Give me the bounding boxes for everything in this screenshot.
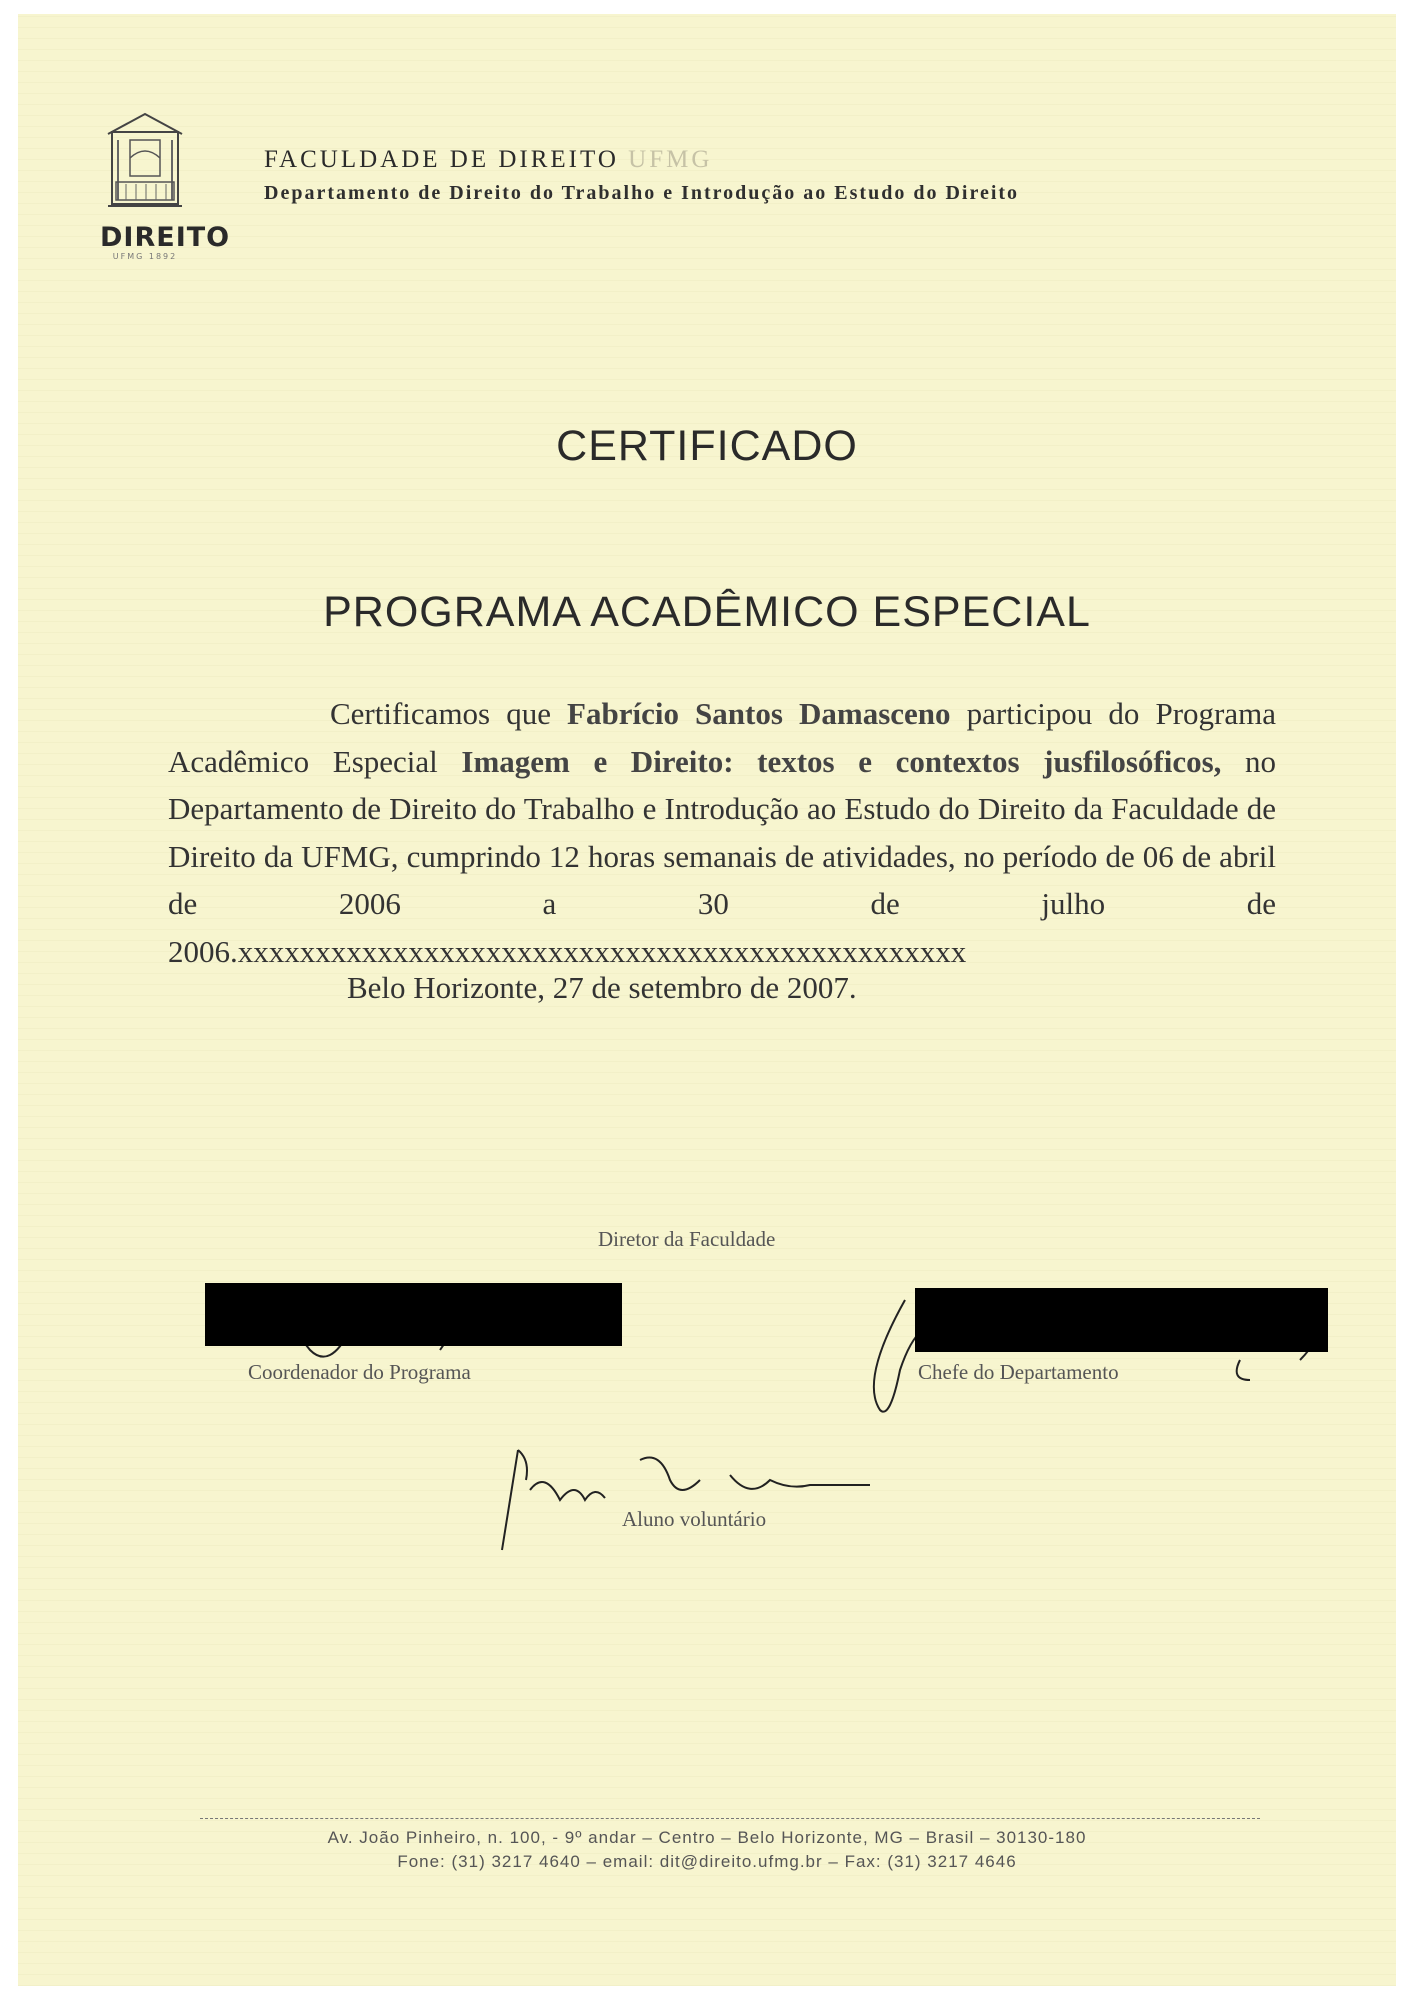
faculty-suffix: UFMG xyxy=(628,146,713,173)
body-text-2: participou do Programa Acadêmico Especial xyxy=(168,696,1276,779)
filler-text: xxxxxxxxxxxxxxxxxxxxxxxxxxxxxxxxxxxxxxxxxxxxxxx xyxy=(237,933,967,969)
department-name: Departamento de Direito do Trabalho e Introdução ao Estudo do Direito xyxy=(264,182,1020,204)
place-date: Belo Horizonte, 27 de setembro de 2007. xyxy=(347,970,857,1005)
coordinator-label: Coordenador do Programa xyxy=(248,1360,471,1384)
footer-address: Av. João Pinheiro, n. 100, - 9º andar – Centro – Belo Horizonte, MG – Brasil – 30130-180 xyxy=(327,1828,1087,1847)
certificate-title: CERTIFICADO xyxy=(556,422,858,470)
program-title: PROGRAMA ACADÊMICO ESPECIAL xyxy=(323,588,1091,636)
faculty-name xyxy=(264,146,712,174)
body-text-3: no Departamento de Direito do Trabalho e Introdução ao Estudo do Direito da Faculdade de Direito da UFMG, cumprindo 12 horas semanais de atividades, no período de 06 de abril de 2006 a 30 de julho de 2006. xyxy=(168,743,1277,969)
footer-divider xyxy=(200,1818,1260,1819)
logo-word: DIREITO xyxy=(100,222,231,253)
footer-contact: Fone: (31) 3217 4640 – email: dit@direito.ufmg.br – Fax: (31) 3217 4646 xyxy=(397,1852,1017,1871)
recipient-name: Fabrício Santos Damasceno xyxy=(567,696,951,731)
student-label: Aluno voluntário xyxy=(622,1507,767,1531)
building-emblem-icon xyxy=(100,110,190,222)
student-signature xyxy=(490,1440,910,1560)
body-text-1: Certificamos que xyxy=(330,696,568,731)
faculty-logo xyxy=(100,110,231,261)
program-name: Imagem e Direito: textos e contextos jusfilosóficos, xyxy=(461,743,1222,779)
director-label: Diretor da Faculdade xyxy=(598,1227,776,1251)
chief-label: Chefe do Departamento xyxy=(918,1360,1119,1384)
certificate-body xyxy=(168,690,1276,975)
logo-sub: UFMG 1892 xyxy=(112,252,178,261)
chief-redaction xyxy=(915,1288,1328,1352)
faculty-name-text: FACULDADE DE DIREITO xyxy=(264,146,619,173)
coordinator-redaction xyxy=(205,1283,622,1346)
